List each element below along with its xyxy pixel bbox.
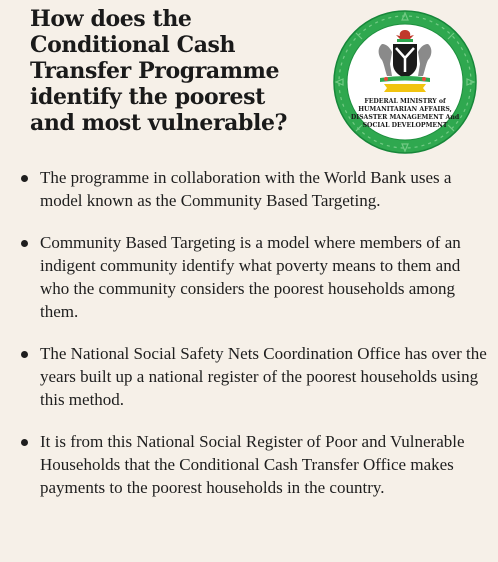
bullet-dot-icon [21, 175, 28, 182]
seal-text-line-2: HUMANITARIAN AFFAIRS, [358, 106, 452, 113]
page-title: How does the Conditional Cash Transfer Programme identify the poorest and most vulnerable? [30, 6, 288, 136]
bullet-text: The programme in collaboration with the World Bank uses a model known as the Community Based Targeting. [40, 168, 452, 210]
bullet-dot-icon [21, 351, 28, 358]
bullet-item [18, 231, 488, 323]
bullet-dot-icon [21, 439, 28, 446]
seal-text-line-3: DISASTER MANAGEMENT And [350, 114, 460, 121]
bullet-text: It is from this National Social Register of Poor and Vulnerable Households that the Conditional Cash Transfer Office makes payments to the poorest households in the country. [40, 432, 465, 497]
bullet-dot-icon [21, 240, 28, 247]
bullet-item [18, 342, 488, 411]
seal-text-line-4: SOCIAL DEVELOPMENT [362, 122, 448, 129]
ministry-seal [330, 8, 480, 156]
seal-text-line-1: FEDERAL MINISTRY of [364, 98, 446, 105]
bullet-item [18, 430, 488, 499]
bullet-text: The National Social Safety Nets Coordination Office has over the years built up a national register of the poorest households using this method. [40, 344, 487, 409]
bullet-list [18, 166, 488, 518]
bullet-text: Community Based Targeting is a model where members of an indigent community identify what poverty means to them and who the community considers the poorest households among them. [40, 233, 461, 321]
ministry-seal-graphic [330, 8, 480, 156]
bullet-item [18, 166, 488, 212]
